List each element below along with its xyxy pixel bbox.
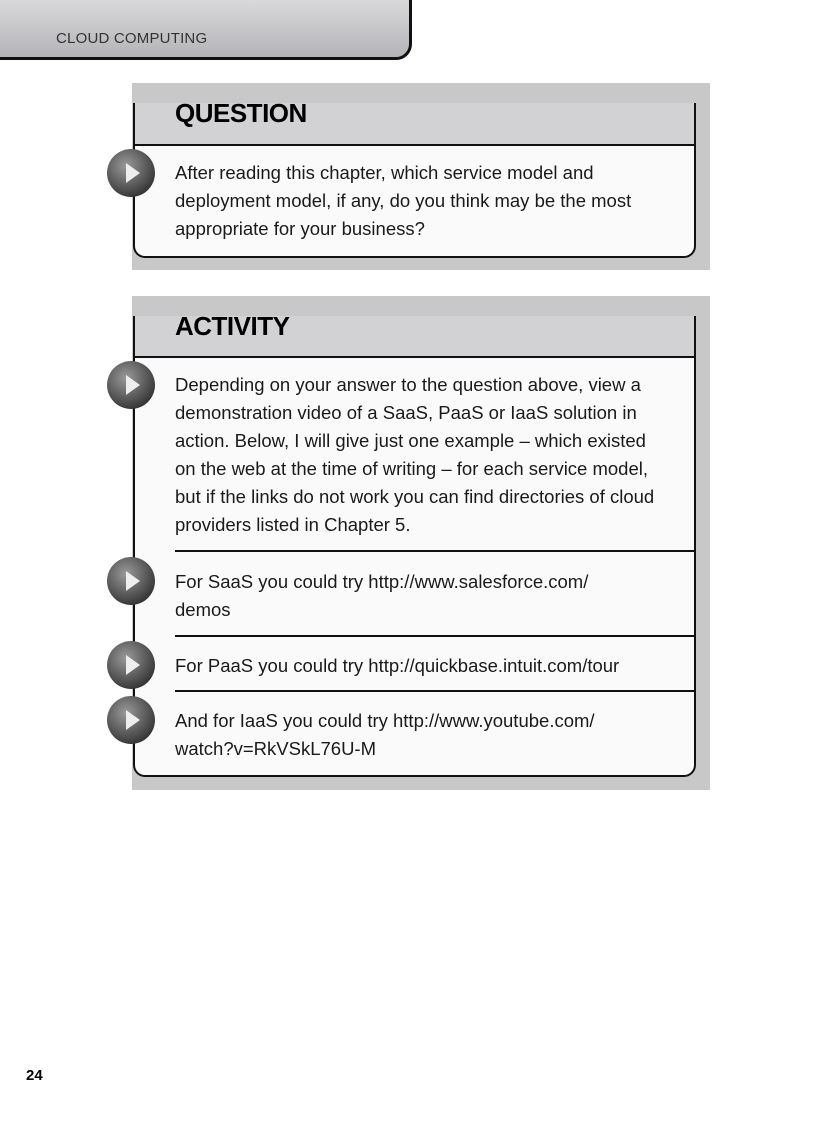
activity-item: For PaaS you could try http://quickbase.intuit.com/tour xyxy=(175,655,620,676)
divider xyxy=(175,550,694,552)
question-text: After reading this chapter, which service model and deployment model, if any, do you think may be the most appropriate for your business? xyxy=(175,162,632,239)
running-header-tab xyxy=(0,0,412,60)
running-title: CLOUD COMPUTING xyxy=(56,30,208,47)
activity-item: For SaaS you could try http://www.salesforce.com/ demos xyxy=(175,571,589,620)
activity-item: Depending on your answer to the question above, view a demonstration video of a SaaS, PaaS or IaaS solution in action. Below, I will give just one example – which existed on the web at the time of writing – for each service model, but if the links do not work you can find directories of cloud providers listed in Chapter 5. xyxy=(175,374,655,535)
activity-item: And for IaaS you could try http://www.youtube.com/ watch?v=RkVSkL76U-M xyxy=(175,710,595,759)
arrow-bullet-icon xyxy=(107,557,155,605)
divider xyxy=(175,690,694,692)
activity-box xyxy=(133,311,696,777)
activity-header xyxy=(135,311,694,358)
page-number: 24 xyxy=(26,1067,43,1084)
divider xyxy=(175,635,694,637)
question-box xyxy=(133,98,696,258)
question-title: QUESTION xyxy=(175,98,307,128)
arrow-bullet-icon xyxy=(107,149,155,197)
question-header xyxy=(135,98,694,146)
activity-title: ACTIVITY xyxy=(175,311,290,341)
arrow-bullet-icon xyxy=(107,696,155,744)
arrow-bullet-icon xyxy=(107,361,155,409)
arrow-bullet-icon xyxy=(107,641,155,689)
